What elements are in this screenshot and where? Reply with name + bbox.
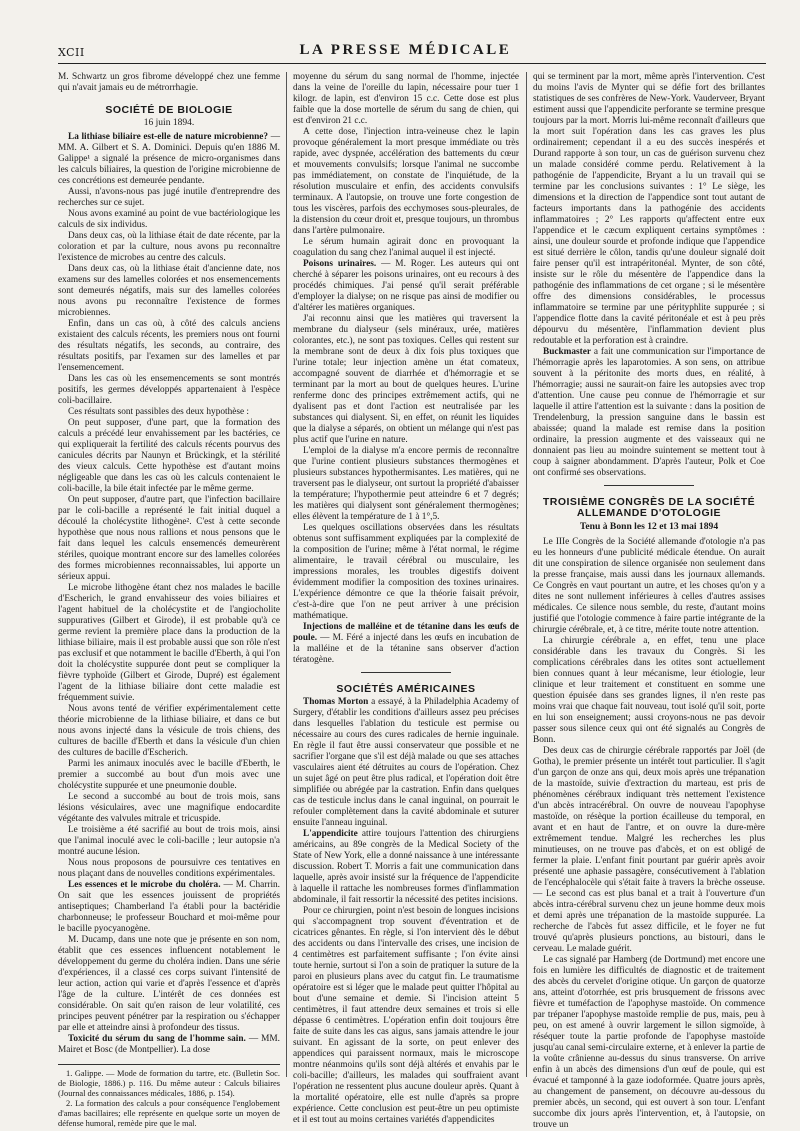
article-appendicite [293, 829, 519, 906]
journal-title: LA PRESSE MÉDICALE [299, 42, 512, 58]
paragraph: Pour ce chirurgien, point n'est besoin de longues incisions qui s'accompagnent trop souvent d'éventration et de cicatrices gênantes. En règle, si l'on intervient dès le début des accidents ou dans l'intervalle des crises, une incision de 4 centimètres est parfaitement suffisante ; l'on évite ainsi toute hernie, surtout si l'on a soin de pratiquer la suture de la paroi en plusieurs plans avec du catgut fin. Le traumatisme opératoire est si léger que le malade peut quitter l'hôpital au bout d'une semaine et demie. Si l'incision atteint 5 centimètres, il faut attendre deux semaines et trois si elle dépasse 6 centimètres. L'opération enfin doit toujours être faite de suite dans les cas aigus, sans jamais attendre le jour suivant. En agissant de la sorte, on peut enlever des appendices qui paraissent normaux, mais le microscope montre néanmoins qu'ils sont déjà altérés et envahis par le coli-bacille; d'ailleurs, les malades qui souffraient avant l'opération ne ressentent plus aucune douleur après. Quant à la mortalité opératoire, elle est nulle d'après sa propre expérience. Cette conclusion est peut-être un peu optimiste et il est tout au moins certaines variétés d'appendicites [293, 906, 519, 1125]
page-header [58, 40, 766, 64]
article-title: La lithiase biliaire est-elle de nature microbienne? [68, 132, 269, 142]
footnote: 1. Galippe. — Mode de formation du tartre, etc. (Bulletin Soc. de Biologie, 1886.) p. 116. Du même auteur : Calculs biliaires (Journal des connaissances médicales, 1886, p. 154). [58, 1069, 280, 1098]
paragraph: L'emploi de la dialyse m'a encore permis de reconnaître que l'urine contient plusieurs substances thermogènes et plusieurs substances hypothermisantes. Les matières, qui ne traversent pas le dialyseur, ont surtout la propriété d'abaisser la température; l'hypothermie peut atteindre 6 et 7 degrés; les matières qui dialysent sont généralement thermogènes; elles élèvent la température de 1 à 1°,5. [293, 446, 519, 522]
paragraph: Le sérum humain agirait donc en provoquant la coagulation du sang chez l'animal auquel il est injecté. [293, 237, 519, 258]
paragraph: M. Schwartz un gros fibrome développé chez une femme qui n'avait jamais eu de métrorrhagie. [58, 72, 280, 93]
section-heading: SOCIÉTÉ DE BIOLOGIE [105, 104, 233, 116]
paragraph: On peut supposer, d'une part, que la formation des calculs a précédé leur envahissement par les bactéries, ce qui expliquerait la fertilité des calculs récents pourvus des canicules décrits par Naunyn et Brückingk, et la stérilité des vieux calculs. Cette hypothèse est d'autant moins négligeable que dans les cas où les calculs contenaient le coli-bacille, la bile était infectée par le même germe. [58, 418, 280, 494]
section-date: 16 juin 1894. [143, 118, 195, 128]
paragraph: J'ai reconnu ainsi que les matières qui traversent la membrane du dialyseur (sels minéraux, urée, matières colorantes, etc.), ne sont pas toxiques. Celles qui restent sur la membrane sont de deux à dix fois plus toxiques que l'urine totale; leur injection amène un état comateux, accompagné souvent de diarrhée et d'hémorragie et se terminant par la mort au bout de quelques heures. L'urine renferme donc des principes extrêmement actifs, qui ne dyalisent pas et dont l'action est neutralisée par les substances qui dialysent. Si, en effet, on réunit les liquides que la dialyse a séparés, on obtient un mélange qui n'est pas plus actif que l'urine en nature. [293, 314, 519, 445]
column-1 [58, 72, 280, 1128]
paragraph: On peut supposer, d'autre part, que l'infection bacillaire par le coli-bacille a représenté le fait initial duquel a découlé la cholécystite lithogène². C'est à cette seconde hypothèse que nous nous rallions et nous pensons que le fait dans lequel les calculs ensemencés demeurèrent stériles, quoique montrant encore sur des lamelles colorées des formes microbiennes reconnaissables, lui apporte un sérieux appui. [58, 495, 280, 582]
paragraph: Le troisième a été sacrifié au bout de trois mois, ainsi que l'animal inoculé avec le coli-bacille ; leur autopsie n'a montré aucune lésion. [58, 825, 280, 857]
paragraph: Dans deux cas, où la lithiase était d'ancienne date, nos examens sur des lamelles colorées et nos ensemencements sont demeurés négatifs, mais sur des lamelles colorées nous avons pu reconnaître l'existence de formes microbiennes. [58, 264, 280, 318]
article-toxicite [58, 1034, 280, 1056]
article-title: L'appendicite [303, 829, 358, 839]
article-poisons [293, 259, 519, 314]
article-malleine [293, 622, 519, 666]
article-text: — MM. A. Gilbert et S. A. Dominici. Depuis qu'en 1886 M. Galippe¹ a signalé la présence de micro-organismes dans les calculs biliaires, la question de l'origine microbienne de ces concrétions est demeurée pendante. [58, 132, 280, 186]
paragraph: Le microbe lithogène étant chez nos malades le bacille d'Escherich, le grand envahisseur des voies biliaires et l'agent habituel de la cholécystite et de l'angiocholite suppuratives (Gilbert et Girode), il est probable qu'à ce germe revient la première place dans la production de la lithiase biliaire, mais il est probable aussi que son rôle n'est pas exclusif et que notamment le bacille d'Eberth, à qui l'on doit la cholécystite suppurée dont peut se compliquer la fièvre typhoïde (Gilbert et Girode, Dupré) est également l'agent de la lithiase biliaire dont cette maladie est fréquemment suivie. [58, 583, 280, 703]
section-heading: TROISIÈME CONGRÈS DE LA SOCIÉTÉ ALLEMANDE D'OTOLOGIE [542, 496, 756, 519]
separator [604, 485, 694, 486]
paragraph: Ces résultats sont passibles des deux hypothèse : [68, 407, 250, 417]
paragraph: moyenne du sérum du sang normal de l'homme, injectée dans la veine de l'oreille du lapin, nécessaire pour tuer 1 kilogr. de lapin, est d'environ 15 c.c. Cette dose est plus faible que la dose mortelle de sérum du sang de chien, qui est d'environ 21 c.c. [293, 72, 519, 126]
article-title: Poisons urinaires. [303, 259, 377, 269]
article-text: — M. Féré a injecté dans les œufs en incubation de la malléine et de la tétanine sans observer d'action tératogène. [293, 633, 519, 665]
article-title: Les essences et le microbe du choléra. [68, 880, 221, 890]
article-title: Thomas Morton [303, 697, 369, 707]
article-text: a fait une communication sur l'importance de l'hémorragie après les laparotomies. A son sens, on attribue souvent à la péritonite des morts dues, en réalité, à l'hémorragie; aussi ne saurait-on faire les autopsies avec trop d'attention. Une cause peu connue de l'hémorragie et sur laquelle il attire l'attention est la suivante : dans la position de Trendelenburg, la pression sanguine dans le bassin est abaissée; quand la malade est remise dans la position ordinaire, la pression augmente et des vaisseaux qui ne donnaient pas lieu au moindre suintement se mettent tout à coup à saigner abondamment. D'après l'auteur, Polk et Coe ont confirmé ses observations. [533, 347, 765, 478]
article-title: Toxicité du sérum du sang de l'homme sain. [68, 1034, 246, 1044]
section-heading: SOCIÉTÉS AMÉRICAINES [336, 683, 476, 695]
paragraph: Nous avons examiné au point de vue bactériologique les calculs de six individus. [58, 209, 280, 230]
paragraph: Parmi les animaux inoculés avec le bacille d'Eberth, le premier a succombé au bout d'un mois avec une cholécystite suppurée et une pneumonie double. [58, 759, 280, 791]
paragraph: Dans les cas où les ensemencements se sont montrés positifs, les germes développés appartenaient à l'espèce coli-bacillaire. [58, 374, 280, 406]
paragraph: Enfin, dans un cas où, à côté des calculs anciens existaient des calculs récents, les premiers nous ont fourni des résultats négatifs, les seconds, au contraire, des résultats positifs, par l'examen sur des lamelles et par l'ensemencement. [58, 319, 280, 373]
article-text: — MM. Mairet et Bosc (de Montpellier). La dose [58, 1034, 280, 1055]
article-title: Injections de malléine et de tétanine dans les œufs de poule. [293, 622, 519, 643]
paragraph: Le second a succombé au bout de trois mois, sans lésions vésiculaires, avec une magnifique endocardite végétante des valvules mitrale et tricuspide. [58, 792, 280, 824]
article-text: — M. Charrin. On sait que les essences jouissent de propriétés antiseptiques; Chamberland l'a établi pour la bactéridie charbonneuse; le professeur Bouchard et moi-même pour le bacille pyocyanogène. [58, 880, 280, 934]
paragraph: Le IIIe Congrès de la Société allemande d'otologie n'a pas eu les honneurs d'une publicité médicale étendue. On aurait dit une conspiration de silence organisée non seulement dans la presse française, mais aussi dans les journaux allemands. Ce Congrès en vaut pourtant un autre, et les choses qu'on y a dites ne sont nullement inférieures à celles d'autres assises médicales. Ce silence nous semble, du reste, d'autant moins justifié que l'otologie commence à faire partie intégrante de la chirurgie cérébrale, et, à ce titre, mérite toute notre attention. [533, 537, 765, 635]
paragraph: Aussi, n'avons-nous pas jugé inutile d'entreprendre des recherches sur ce sujet. [58, 187, 280, 208]
footnotes [58, 1064, 280, 1129]
column-divider [286, 72, 287, 1077]
article-essences [58, 880, 280, 935]
paragraph: qui se terminent par la mort, même après l'intervention. C'est du moins l'avis de Mynter qui se défie fort des brillantes statistiques de ses confrères de New-York. Vauderveer, Bryant estiment aussi que l'appendicite perforante se termine presque toujours par la mort. Morris lui-même reconnaît d'ailleurs que la mort suit l'opération dans les cas graves les plus ordinairement; cependant il a eu des succès inespérés et Durand rapporte à son tour, un cas de guérison survenu chez un malade considéré comme perdu. Relativement à la pathogénie de l'appendicite, Bryant a lu un travail qui se termine par les conclusions suivantes : 1° Le siège, les dimensions et la direction de l'appendice sont tout autant de facteurs importants dans la pathogénie des accidents inflammatoires ; 2° Les rapports qu'affectent entre eux l'appendice et le cæcum expliquent certains symptômes : ainsi, une douleur sourde et profonde indique que l'appendice est situé derrière le côlon, tandis qu'une douleur signalé doit faire penser qu'il est intrapéritonéal. Mynter, de son côté, insiste sur le rôle du mésentère de l'appendice dans la pathogénie des inflammations de cet organe ; si le mésentère offre des dimensions considérables, le processus inflammatoire se termine par une pérityphlite suppurée ; si l'appendice flotte dans la cavité péritonéale et est à peu près dépourvu du mésentère, l'inflammation devient plus redoutable et la perforation est à craindre. [533, 72, 765, 346]
article-lithiase [58, 132, 280, 187]
paragraph: Le cas signalé par Hamberg (de Dortmund) met encore une fois en lumière les difficultés de diagnostic et de traitement des abcès du cervelet d'origine otique. Un garçon de quatorze ans, atteint d'otorrhée, est pris brusquement de frissons avec fièvre et tuméfaction de l'apophyse mastoïde. On commence par trépaner l'apophyse mastoïde remplie de pus, mais, peu à peu, on est amené à ouvrir largement le sillon sigmoïde, à réséquer toute la partie profonde de l'apophyse mastoïde jusqu'au canal semi-circulaire externe, et à enlever la partie de la voûte crânienne au-dessus du sinus transverse. On arrive enfin à un abcès des dimensions d'un œuf de poule, qui est évacué et tamponné à la gaze iodoformée. Quatre jours après, au changement de pansement, on découvre au-dessous du premier abcès, un second, qui est ouvert à son tour. L'enfant succombe dix jours après l'intervention, et, à l'autopsie, on trouve un [533, 955, 765, 1130]
paragraph: M. Ducamp, dans une note que je présente en son nom, établit que ces essences influencent notablement le développement du germe du choléra indien. Dans une série d'expériences, il a classé ces corps suivant l'intensité de leur action, action qui varie et d'après l'essence et d'après l'âge de la culture. L'intérêt de ces données est considérable. On sait qu'en raison de leur volatilité, ces principes peuvent pénétrer par la respiration ou s'échapper par elle et atteindre ainsi à profondeur des tissus. [58, 935, 280, 1033]
column-divider [526, 72, 527, 1077]
page-number: XCII [58, 46, 85, 59]
paragraph: A cette dose, l'injection intra-veineuse chez le lapin provoque généralement la mort presque immédiate ou très rapide, avec dyspnée, accélération des battements du cœur et mouvements convulsifs; lorsque l'animal ne succombe pas immédiatement, on constate de l'inquiétude, de la résolution musculaire et enfin, des accidents convulsifs terminaux. A l'autopsie, on trouve une forte congestion de tous les viscères, parfois des ecchymoses sous-pleurales, de la distension du cœur droit et, presque toujours, un thrombus dans l'artère pulmonaire. [293, 127, 519, 236]
paragraph: Nous avons tenté de vérifier expérimentalement cette théorie microbienne de la lithiase biliaire, et dans ce but nous avons injecté dans la vésicule de trois chiens, des cultures de bacille d'Eberth et dans la vésicule d'un chien des cultures de bacille d'Escherich. [58, 704, 280, 758]
column-3 [533, 72, 765, 1130]
article-buckmaster [533, 347, 765, 479]
article-text: a essayé, à la Philadelphia Academy of Surgery, d'établir les conditions d'ailleurs assez peu précises dans lesquelles l'ablation du testicule est permise ou nécessaire au cours des cures radicales de hernie inguinale. En règle il faut être aussi conservateur que possible et ne sacrifier l'organe que s'il est déjà malade ou que ses attaches vasculaires aient été détruites au cours de l'opération. Chez un sujet âgé on peut être plus radical, et l'opération doit être simplifiée ou abrégée par la castration. Enfin dans quelques cas de testicule inclus dans le canal inguinal, on pourrait le refouler complètement dans la cavité abdominale et suturer ensuite l'anneau inguinal. [293, 697, 519, 828]
paragraph: Dans deux cas, où la lithiase était de date récente, par la coloration et par la culture, nous avons pu reconnaître l'existence de microbes au centre des calculs. [58, 231, 280, 263]
footnote: 2. La formation des calculs a pour conséquence l'englobement d'amas bacillaires; elle représente en quelque sorte un moyen de défense humoral, remède pire que le mal. [58, 1099, 280, 1128]
paragraph: Les quelques oscillations observées dans les résultats obtenus sont suffisamment expliquées par la complexité de la composition de l'urine; même à l'état normal, le régime alimentaire, le travail cérébral ou musculaire, les impressions morales, les troubles digestifs doivent évidemment modifier la composition des toxines urinaires. L'expérience démontre ce que la théorie faisait prévoir, c'est-à-dire que l'on ne peut arriver à une précision mathématique. [293, 523, 519, 621]
paragraph: La chirurgie cérébrale a, en effet, tenu une place considérable dans les travaux du Congrès. Si les complications cérébrales dans les otites sont actuellement bien connues quant à leur mécanisme, leur étiologie, leur clinique et leur traitement et constituent en somme une question épuisée dans ses grandes lignes, il n'en reste pas moins vrai que chaque fait nouveau, tout isolé qu'il soit, porte en lui son enseignement; aussi croyons-nous ne pas devoir passer sous silence ceux qui ont été signalés au Congrès de Bonn. [533, 636, 765, 745]
article-morton [293, 697, 519, 829]
article-text: — M. Roger. Les auteurs qui ont cherché à séparer les poisons urinaires, ont eu recours à des procédés chimiques. J'ai pensé qu'il serait préférable d'employer la dialyse; on ne risque pas ainsi de modifier ou d'altérer les matières organiques. [293, 259, 519, 313]
paragraph: Des deux cas de chirurgie cérébrale rapportés par Joël (de Gotha), le premier présente un intérêt tout particulier. Il s'agit d'un garçon de onze ans qui, deux mois après une trépanation de la mastoïde, suivie d'extraction du marteau, est pris de phénomènes cérébraux indiquant très nettement l'existence d'un abcès intracérébral. On ouvre de nouveau l'apophyse mastoïde, on résèque la portion écailleuse du temporal, en avant et en haut de l'antre, et on ouvre la dure-mère extrêmement tendue. Malgré les recherches les plus minutieuses, on ne trouve pas d'abcès, et on est obligé de fermer la plaie. L'enfant finit pourtant par guérir après avoir présenté une aphasie passagère, consécutivement à l'ablation de l'encéphalocèle qui s'était faite à travers la brèche osseuse. — Le second cas est plus banal et a trait à l'ouverture d'un abcès intra-cérébral survenu chez un jeune homme deux mois et demi après une trépanation de la mastoïde suppurée. La recherche de l'abcès fut assez difficile, et le foyer ne fut trouvé qu'après plusieurs ponctions, au bistouri, dans le cerveau. Le malade guérit. [533, 746, 765, 954]
column-2 [293, 72, 519, 1125]
article-text: attire toujours l'attention des chirurgiens américains, au 89e congrès de la Medical Society of the State of New York, elle a donné naissance à une intéressante discussion. Robert T. Morris a fait une communication dans laquelle, après avoir insisté sur la fréquence de l'appendicite à laquelle il rattache les nombreuses formes d'inflammation abdominale, il fait ressortir la nécessité des petites incisions. [293, 829, 519, 905]
paragraph: Nous nous proposons de poursuivre ces tentatives en nous plaçant dans de nouvelles conditions expérimentales. [58, 858, 280, 879]
section-subtitle: Tenu à Bonn les 12 et 13 mai 1894 [579, 521, 719, 532]
article-title: Buckmaster [543, 347, 592, 357]
separator [361, 672, 451, 673]
